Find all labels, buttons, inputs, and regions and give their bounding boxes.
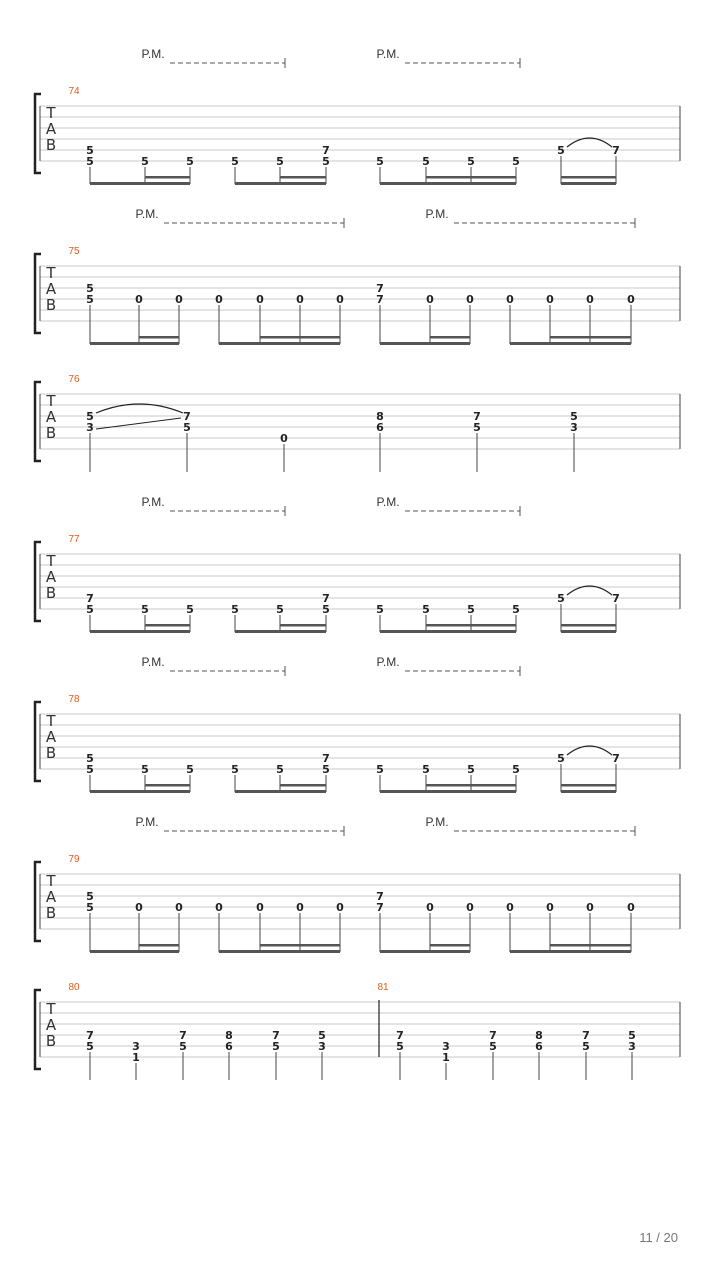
staff-system bbox=[35, 382, 680, 472]
fret-number: 0 bbox=[586, 901, 594, 914]
fret-number: 5 bbox=[86, 752, 94, 765]
beam-secondary bbox=[139, 944, 179, 947]
beam-secondary bbox=[145, 176, 190, 179]
beam-secondary bbox=[280, 176, 326, 179]
staff-system bbox=[35, 506, 680, 633]
beam bbox=[219, 342, 340, 345]
fret-number: 5 bbox=[86, 282, 94, 295]
fret-number: 5 bbox=[186, 603, 194, 616]
fret-number: 5 bbox=[86, 144, 94, 157]
fret-number: 5 bbox=[86, 901, 94, 914]
fret-number: 7 bbox=[376, 293, 384, 306]
fret-number: 0 bbox=[215, 901, 223, 914]
fret-number: 5 bbox=[322, 763, 330, 776]
measure-number: 80 bbox=[68, 982, 80, 993]
beam-secondary bbox=[426, 176, 516, 179]
beam bbox=[90, 790, 190, 793]
tab-clef-letter: B bbox=[45, 584, 57, 602]
beam-secondary bbox=[550, 944, 631, 947]
fret-number: 7 bbox=[179, 1029, 187, 1042]
fret-number: 5 bbox=[179, 1040, 187, 1053]
fret-number: 7 bbox=[612, 592, 620, 605]
fret-number: 8 bbox=[535, 1029, 543, 1042]
fret-number: 0 bbox=[627, 293, 635, 306]
fret-number: 7 bbox=[86, 592, 94, 605]
palm-mute-label: P.M. bbox=[135, 207, 159, 221]
beam bbox=[90, 342, 179, 345]
measure-number: 77 bbox=[68, 534, 80, 545]
beam bbox=[235, 182, 326, 185]
staff-system bbox=[35, 218, 680, 345]
staff-system bbox=[35, 826, 680, 953]
tab-clef-letter: A bbox=[45, 1016, 57, 1034]
tab-clef-letter: T bbox=[46, 712, 56, 730]
fret-number: 5 bbox=[231, 763, 239, 776]
measure-number: 75 bbox=[68, 246, 80, 257]
fret-number: 7 bbox=[612, 752, 620, 765]
tab-clef-letter: A bbox=[45, 888, 57, 906]
tab-clef-letter: B bbox=[45, 424, 57, 442]
fret-number: 5 bbox=[276, 763, 284, 776]
fret-number: 0 bbox=[546, 293, 554, 306]
fret-number: 7 bbox=[322, 144, 330, 157]
beam bbox=[380, 630, 516, 633]
fret-number: 7 bbox=[376, 890, 384, 903]
fret-number: 5 bbox=[318, 1029, 326, 1042]
beam-secondary bbox=[426, 784, 516, 787]
beam bbox=[219, 950, 340, 953]
beam-secondary bbox=[550, 336, 631, 339]
tab-clef-letter: T bbox=[46, 872, 56, 890]
fret-number: 5 bbox=[86, 1040, 94, 1053]
fret-number: 5 bbox=[570, 410, 578, 423]
tab-clef-letter: A bbox=[45, 280, 57, 298]
fret-number: 7 bbox=[612, 144, 620, 157]
tab-clef-letter: T bbox=[46, 552, 56, 570]
fret-number: 0 bbox=[280, 432, 288, 445]
fret-number: 5 bbox=[86, 890, 94, 903]
fret-number: 5 bbox=[422, 603, 430, 616]
fret-number: 5 bbox=[376, 763, 384, 776]
fret-number: 7 bbox=[322, 752, 330, 765]
fret-number: 5 bbox=[512, 763, 520, 776]
staff-system bbox=[35, 666, 680, 793]
fret-number: 5 bbox=[376, 603, 384, 616]
beam-secondary bbox=[260, 336, 340, 339]
fret-number: 8 bbox=[225, 1029, 233, 1042]
beam bbox=[561, 790, 616, 793]
fret-number: 5 bbox=[512, 155, 520, 168]
beam-secondary bbox=[260, 944, 340, 947]
fret-number: 7 bbox=[489, 1029, 497, 1042]
beam-secondary bbox=[561, 624, 616, 627]
fret-number: 0 bbox=[627, 901, 635, 914]
tab-clef-letter: A bbox=[45, 728, 57, 746]
fret-number: 5 bbox=[183, 421, 191, 434]
fret-number: 5 bbox=[557, 752, 565, 765]
fret-number: 5 bbox=[86, 155, 94, 168]
beam bbox=[235, 630, 326, 633]
fret-number: 5 bbox=[467, 155, 475, 168]
palm-mute-label: P.M. bbox=[376, 655, 400, 669]
beam-secondary bbox=[430, 336, 470, 339]
fret-number: 0 bbox=[135, 901, 143, 914]
staff-system bbox=[35, 58, 680, 185]
fret-number: 7 bbox=[376, 901, 384, 914]
palm-mute-label: P.M. bbox=[376, 495, 400, 509]
fret-number: 0 bbox=[586, 293, 594, 306]
palm-mute-label: P.M. bbox=[141, 655, 165, 669]
fret-number: 5 bbox=[467, 763, 475, 776]
fret-number: 5 bbox=[186, 763, 194, 776]
measure-number: 78 bbox=[68, 694, 80, 705]
fret-number: 5 bbox=[582, 1040, 590, 1053]
tab-clef-letter: T bbox=[46, 392, 56, 410]
fret-number: 7 bbox=[322, 592, 330, 605]
fret-number: 0 bbox=[296, 901, 304, 914]
fret-number: 5 bbox=[628, 1029, 636, 1042]
tab-clef-letter: A bbox=[45, 120, 57, 138]
page-number: 11 / 20 bbox=[639, 1230, 678, 1245]
fret-number: 0 bbox=[426, 901, 434, 914]
palm-mute-label: P.M. bbox=[425, 815, 449, 829]
fret-number: 0 bbox=[256, 901, 264, 914]
beam bbox=[235, 790, 326, 793]
beam-secondary bbox=[561, 176, 616, 179]
fret-number: 5 bbox=[422, 155, 430, 168]
measure-number: 74 bbox=[68, 86, 80, 97]
fret-number: 1 bbox=[442, 1051, 450, 1064]
palm-mute-label: P.M. bbox=[376, 47, 400, 61]
fret-number: 7 bbox=[582, 1029, 590, 1042]
beam bbox=[380, 790, 516, 793]
beam-secondary bbox=[145, 784, 190, 787]
fret-number: 7 bbox=[396, 1029, 404, 1042]
beam-secondary bbox=[430, 944, 470, 947]
fret-number: 1 bbox=[132, 1051, 140, 1064]
tab-clef-letter: B bbox=[45, 136, 57, 154]
measure-number: 76 bbox=[68, 374, 80, 385]
fret-number: 0 bbox=[466, 901, 474, 914]
fret-number: 5 bbox=[276, 155, 284, 168]
tab-clef-letter: B bbox=[45, 296, 57, 314]
fret-number: 5 bbox=[141, 603, 149, 616]
fret-number: 0 bbox=[426, 293, 434, 306]
palm-mute-label: P.M. bbox=[141, 495, 165, 509]
tab-clef-letter: A bbox=[45, 408, 57, 426]
beam-secondary bbox=[139, 336, 179, 339]
palm-mute-label: P.M. bbox=[135, 815, 159, 829]
fret-number: 5 bbox=[186, 155, 194, 168]
fret-number: 3 bbox=[318, 1040, 326, 1053]
fret-number: 5 bbox=[276, 603, 284, 616]
measure-number: 79 bbox=[68, 854, 80, 865]
fret-number: 7 bbox=[473, 410, 481, 423]
fret-number: 5 bbox=[231, 155, 239, 168]
fret-number: 0 bbox=[466, 293, 474, 306]
beam bbox=[380, 950, 470, 953]
fret-number: 5 bbox=[86, 603, 94, 616]
beam-secondary bbox=[561, 784, 616, 787]
fret-number: 3 bbox=[442, 1040, 450, 1053]
measure-number: 81 bbox=[377, 982, 389, 993]
fret-number: 0 bbox=[256, 293, 264, 306]
fret-number: 5 bbox=[396, 1040, 404, 1053]
fret-number: 7 bbox=[183, 410, 191, 423]
fret-number: 5 bbox=[86, 293, 94, 306]
fret-number: 0 bbox=[506, 901, 514, 914]
fret-number: 5 bbox=[141, 763, 149, 776]
beam bbox=[561, 630, 616, 633]
fret-number: 5 bbox=[473, 421, 481, 434]
fret-number: 3 bbox=[86, 421, 94, 434]
tab-clef-letter: T bbox=[46, 104, 56, 122]
fret-number: 8 bbox=[376, 410, 384, 423]
fret-number: 5 bbox=[512, 603, 520, 616]
beam bbox=[510, 950, 631, 953]
fret-number: 5 bbox=[422, 763, 430, 776]
fret-number: 5 bbox=[272, 1040, 280, 1053]
fret-number: 6 bbox=[535, 1040, 543, 1053]
fret-number: 0 bbox=[296, 293, 304, 306]
beam bbox=[510, 342, 631, 345]
beam-secondary bbox=[280, 624, 326, 627]
fret-number: 6 bbox=[225, 1040, 233, 1053]
fret-number: 0 bbox=[506, 293, 514, 306]
fret-number: 0 bbox=[546, 901, 554, 914]
fret-number: 0 bbox=[175, 901, 183, 914]
beam-secondary bbox=[145, 624, 190, 627]
fret-number: 5 bbox=[467, 603, 475, 616]
fret-number: 5 bbox=[86, 410, 94, 423]
fret-number: 3 bbox=[570, 421, 578, 434]
fret-number: 5 bbox=[141, 155, 149, 168]
fret-number: 5 bbox=[489, 1040, 497, 1053]
beam bbox=[380, 182, 516, 185]
fret-number: 5 bbox=[557, 144, 565, 157]
fret-number: 7 bbox=[272, 1029, 280, 1042]
tab-clef-letter: T bbox=[46, 1000, 56, 1018]
fret-number: 0 bbox=[336, 901, 344, 914]
palm-mute-label: P.M. bbox=[141, 47, 165, 61]
beam bbox=[380, 342, 470, 345]
fret-number: 5 bbox=[86, 763, 94, 776]
fret-number: 3 bbox=[132, 1040, 140, 1053]
tab-clef-letter: A bbox=[45, 568, 57, 586]
fret-number: 6 bbox=[376, 421, 384, 434]
palm-mute-label: P.M. bbox=[425, 207, 449, 221]
fret-number: 0 bbox=[215, 293, 223, 306]
fret-number: 7 bbox=[86, 1029, 94, 1042]
fret-number: 7 bbox=[376, 282, 384, 295]
tab-clef-letter: T bbox=[46, 264, 56, 282]
beam bbox=[90, 630, 190, 633]
fret-number: 5 bbox=[231, 603, 239, 616]
beam-secondary bbox=[426, 624, 516, 627]
fret-number: 0 bbox=[135, 293, 143, 306]
tab-clef-letter: B bbox=[45, 1032, 57, 1050]
fret-number: 0 bbox=[175, 293, 183, 306]
fret-number: 5 bbox=[376, 155, 384, 168]
beam bbox=[90, 950, 179, 953]
beam-secondary bbox=[280, 784, 326, 787]
fret-number: 5 bbox=[322, 155, 330, 168]
fret-number: 5 bbox=[322, 603, 330, 616]
beam bbox=[561, 182, 616, 185]
beam bbox=[90, 182, 190, 185]
fret-number: 5 bbox=[557, 592, 565, 605]
fret-number: 3 bbox=[628, 1040, 636, 1053]
tab-clef-letter: B bbox=[45, 744, 57, 762]
tab-clef-letter: B bbox=[45, 904, 57, 922]
fret-number: 0 bbox=[336, 293, 344, 306]
